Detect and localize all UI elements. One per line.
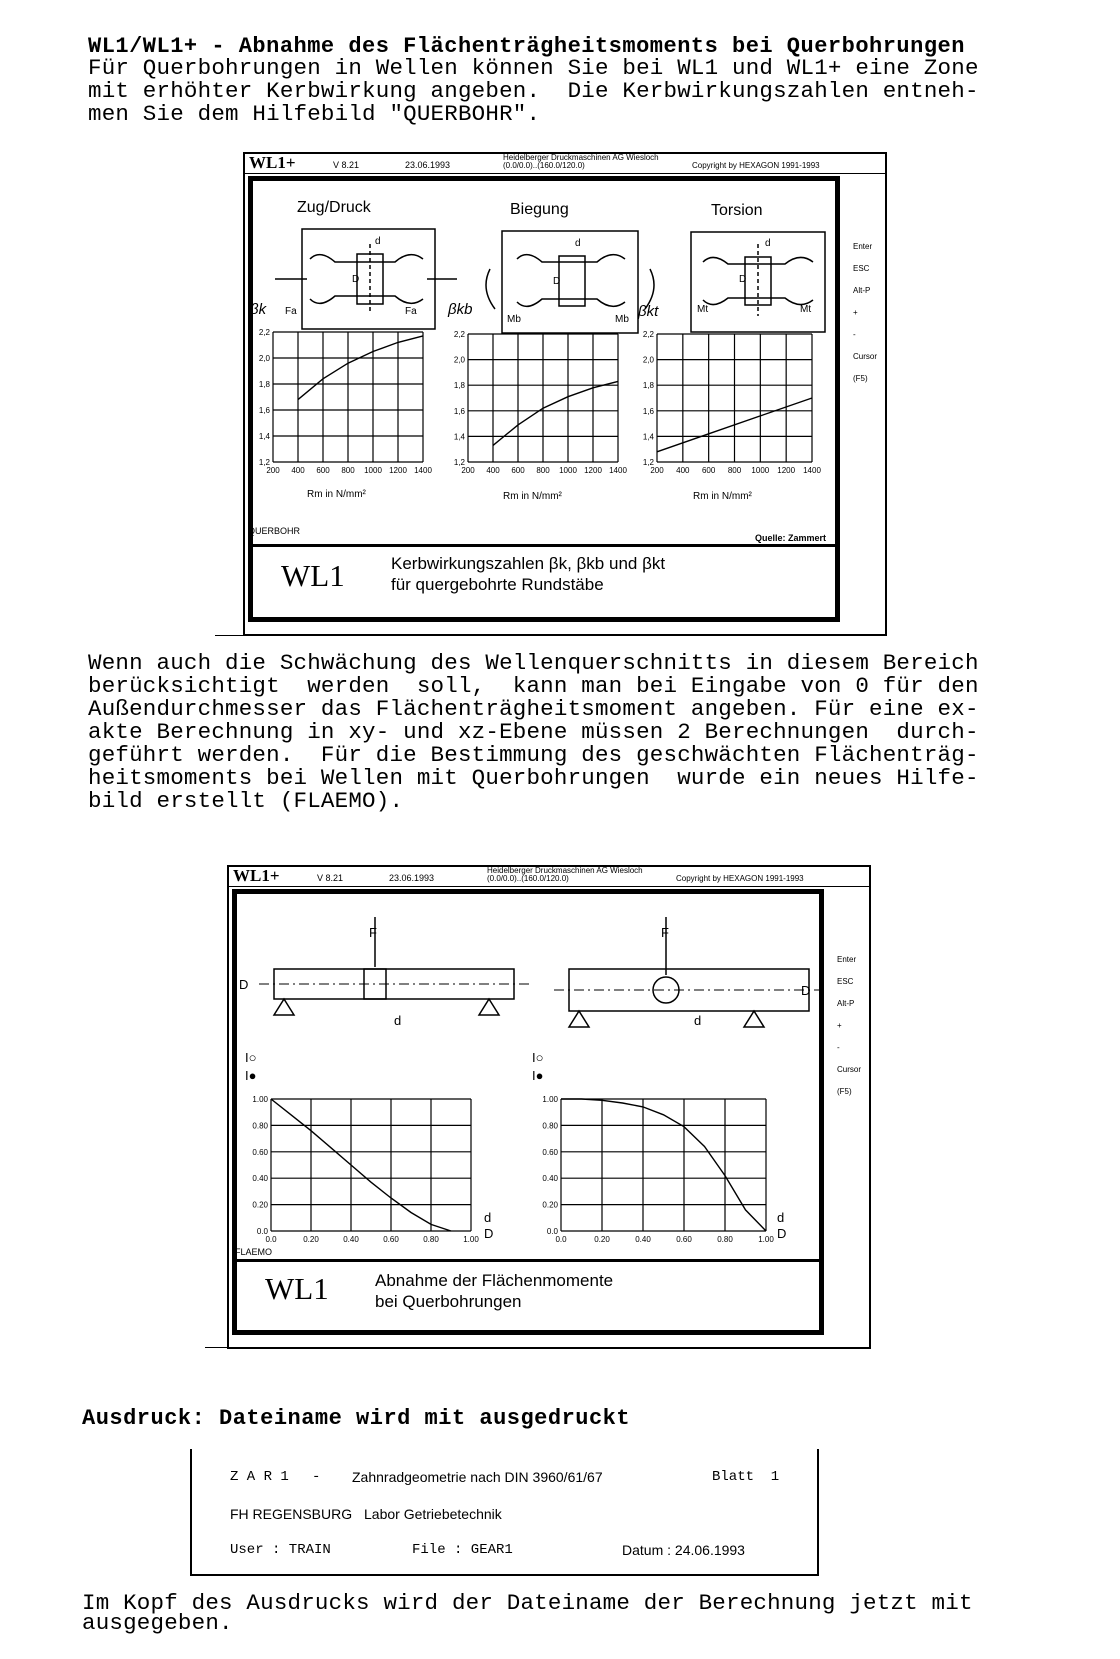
printout-sheet: Blatt 1 [712, 1469, 780, 1485]
printout-dash: - [312, 1469, 321, 1485]
flaemo1-chart-curve [271, 1099, 451, 1231]
dim-d-torsion: d [765, 238, 771, 249]
screen1-caption-line2: für quergebohrte Rundstäbe [391, 575, 604, 594]
divider-1a [215, 635, 495, 636]
torsion-chart-ytick: 1,6 [642, 406, 654, 416]
key-plus[interactable]: + [837, 1021, 842, 1030]
printout-title: Zahnradgeometrie nach DIN 3960/61/67 [352, 1469, 603, 1485]
key-enter[interactable]: Enter [853, 242, 873, 251]
biegung-chart-xtick: 1400 [609, 466, 627, 475]
ratio-den-1: D [484, 1226, 494, 1241]
flaemo1-chart-ytick: 0.60 [252, 1147, 268, 1157]
flaemo1-chart-xtick: 1.00 [463, 1235, 479, 1244]
yratio-num-1: I○ [245, 1050, 257, 1065]
chart-flaemo-1 [252, 1095, 479, 1244]
key-minus[interactable]: - [853, 330, 856, 339]
divider-2b [590, 1347, 855, 1348]
torsion-chart-xtick: 600 [701, 466, 716, 475]
zug-chart-ytick: 1,4 [258, 432, 270, 441]
flaemo1-chart-xtick: 0.40 [343, 1235, 359, 1244]
section2-line-1: Wenn auch die Schwächung des Wellenquerschnitts in diesem Bereich [88, 650, 979, 676]
key-esc[interactable]: ESC [853, 264, 870, 273]
flaemo2-chart-curve [561, 1099, 766, 1231]
zug-chart-ytick: 1,6 [258, 406, 270, 415]
xlabel-biegung: Rm in N/mm² [503, 491, 562, 502]
flaemo-screenshot [227, 865, 871, 1349]
dim-d-biegung: d [575, 238, 581, 249]
flaemo2-chart-ytick: 1.00 [542, 1095, 558, 1104]
screen1-range: (0.0/0.0)..(160.0/120.0) [503, 161, 585, 170]
key-altp[interactable]: Alt-P [837, 999, 855, 1008]
chart-zug-druck [259, 328, 433, 475]
dim-d-zug: d [375, 236, 381, 247]
flaemo1-chart-ytick: 0.40 [252, 1174, 268, 1184]
section2-line-6: heitsmoments bei Wellen mit Querbohrungen wurde ein neues Hilfe- [88, 765, 979, 791]
torsion-chart-xtick: 400 [676, 466, 690, 475]
flaemo2-chart-xtick: 1.00 [758, 1235, 774, 1244]
symbol-torsion: βkt [638, 303, 659, 320]
torsion-chart-xtick: 1400 [803, 466, 821, 475]
screen1-app-title: WL1+ [249, 153, 296, 172]
key-minus[interactable]: - [837, 1043, 840, 1052]
flaemo1-chart-ytick: 0.0 [256, 1227, 268, 1236]
zug-chart-xtick: 200 [266, 466, 280, 475]
ratio-num-1: d [484, 1210, 492, 1225]
screen2-date: 23.06.1993 [389, 873, 435, 883]
dim-d-1: d [394, 1013, 402, 1028]
torsion-chart-xtick: 1000 [751, 466, 770, 475]
screen2-footer-tag: FLAEMO [235, 1247, 273, 1257]
load-left-torsion: Mt [697, 304, 709, 315]
biegung-chart-ytick: 1,4 [453, 432, 465, 442]
flaemo1-chart-xtick: 0.20 [303, 1235, 319, 1244]
section1-line-2: mit erhöhter Kerbwirkung angeben. Die Kerbwirkungszahlen entneh- [88, 78, 979, 104]
flaemo1-chart-ytick: 1.00 [252, 1095, 268, 1104]
screen2-range: (0.0/0.0)..(160.0/120.0) [487, 874, 569, 883]
key-f5[interactable]: (F5) [853, 374, 868, 383]
load-right-torsion: Mt [800, 304, 812, 315]
section2-line-2: berücksichtigt werden soll, kann man bei Eingabe von 0 für den [88, 673, 979, 699]
xlabel-zug: Rm in N/mm² [307, 489, 366, 500]
key-altp[interactable]: Alt-P [853, 286, 871, 295]
biegung-chart-xtick: 200 [461, 466, 475, 475]
biegung-chart-ytick: 1,6 [453, 406, 465, 416]
printout-program: Z A R 1 [230, 1469, 289, 1485]
force-1: F [369, 925, 377, 940]
flaemo1-chart-xtick: 0.80 [423, 1235, 439, 1244]
torsion-chart-ytick: 1,4 [642, 432, 654, 442]
biegung-chart-ytick: 2,2 [453, 330, 465, 339]
ratio-num-2: d [777, 1210, 785, 1225]
chart-torsion [643, 330, 822, 475]
biegung-chart-xtick: 600 [511, 466, 525, 475]
key-plus[interactable]: + [853, 308, 858, 317]
load-right-biegung: Mb [615, 314, 629, 325]
load-left-biegung: Mb [507, 314, 521, 325]
ratio-den-2: D [777, 1226, 787, 1241]
section1-heading: WL1/WL1+ - Abnahme des Flächenträgheitsmoments bei Querbohrungen [88, 34, 965, 59]
divider-2a [205, 1347, 460, 1348]
printout-file: File : GEAR1 [412, 1542, 513, 1558]
section2-line-3: Außendurchmesser das Flächenträgheitsmoment angeben. Für eine ex- [88, 696, 979, 722]
key-enter[interactable]: Enter [837, 955, 857, 964]
panel-biegung-title: Biegung [510, 201, 569, 218]
dim-d-2: d [694, 1013, 702, 1028]
torsion-chart-xtick: 1200 [777, 466, 796, 475]
key-cursor[interactable]: Cursor [853, 352, 878, 361]
flaemo2-chart-xtick: 0.60 [676, 1235, 692, 1244]
flaemo1-chart-ytick: 0.80 [252, 1121, 268, 1131]
printout-lab: Labor Getriebetechnik [364, 1506, 502, 1522]
screen1-date: 23.06.1993 [405, 160, 451, 170]
symbol-biegung: βkb [448, 301, 473, 318]
screen2-copyright: Copyright by HEXAGON 1991-1993 [676, 874, 804, 883]
screen2-caption-line1: Abnahme der Flächenmomente [375, 1271, 614, 1290]
zug-chart-ytick: 1,8 [258, 380, 270, 389]
screen1-company: Heidelberger Druckmaschinen AG Wiesloch [503, 153, 659, 162]
zug-chart-xtick: 600 [316, 466, 330, 475]
biegung-chart-xtick: 1000 [559, 466, 577, 475]
printout-institution: FH REGENSBURG [230, 1506, 353, 1522]
section3-line-1: Im Kopf des Ausdrucks wird der Dateiname der Berechnung jetzt mit [82, 1590, 973, 1616]
screen2-version: V 8.21 [317, 873, 344, 883]
biegung-chart-ytick: 2,0 [453, 355, 465, 365]
flaemo1-chart-xtick: 0.60 [383, 1235, 399, 1244]
querbohr-screenshot [243, 152, 887, 636]
section1-line-3: men Sie dem Hilfebild "QUERBOHR". [88, 101, 541, 127]
screen2-caption-logo: WL1 [265, 1271, 329, 1306]
printout-header [190, 1449, 819, 1576]
printout-user: User : TRAIN [230, 1542, 331, 1558]
yratio-den-2: I● [532, 1068, 544, 1083]
chart-biegung [454, 330, 628, 475]
screen1-caption-line1: Kerbwirkungszahlen βk, βkb und βkt [391, 554, 666, 573]
flaemo2-chart-xtick: 0.40 [635, 1235, 651, 1244]
dim-D-biegung: D [553, 276, 561, 287]
biegung-chart-xtick: 1200 [584, 466, 602, 475]
key-cursor[interactable]: Cursor [837, 1065, 862, 1074]
biegung-chart-xtick: 400 [486, 466, 500, 475]
torsion-chart-xtick: 800 [727, 466, 742, 475]
zug-chart-xtick: 800 [341, 466, 355, 475]
zug-chart-ytick: 1,2 [258, 458, 270, 467]
biegung-chart-ytick: 1,8 [453, 381, 465, 391]
screen1-source: Quelle: Zammert [755, 533, 827, 543]
flaemo2-chart-xtick: 0.0 [555, 1235, 567, 1244]
zug-chart-xtick: 1200 [389, 466, 407, 475]
yratio-den-1: I● [245, 1068, 257, 1083]
panel-torsion-title: Torsion [711, 202, 763, 219]
xlabel-torsion: Rm in N/mm² [693, 491, 752, 502]
screen1-caption-logo: WL1 [281, 558, 345, 593]
section3-heading: Ausdruck: Dateiname wird mit ausgedruckt [82, 1406, 631, 1431]
zug-chart-ytick: 2,0 [258, 354, 270, 363]
chart-flaemo-2 [542, 1095, 774, 1244]
torsion-chart-xtick: 200 [650, 466, 664, 475]
torsion-chart-ytick: 1,2 [642, 458, 654, 467]
flaemo2-chart-ytick: 0.60 [542, 1147, 558, 1157]
torsion-chart-ytick: 1,8 [642, 381, 654, 391]
dim-D-zug: D [352, 274, 360, 285]
panel-zug-title: Zug/Druck [297, 199, 371, 216]
section3-line-2: ausgegeben. [82, 1610, 233, 1636]
printout-datum: Datum : 24.06.1993 [622, 1542, 745, 1558]
screen1-copyright: Copyright by HEXAGON 1991-1993 [692, 161, 820, 170]
screen2-company: Heidelberger Druckmaschinen AG Wiesloch [487, 866, 643, 875]
yratio-num-2: I○ [532, 1050, 544, 1065]
symbol-zug: βk [250, 301, 267, 318]
section2-line-4: akte Berechnung in xy- und xz-Ebene müssen 2 Berechnungen durch- [88, 719, 979, 745]
flaemo2-chart-ytick: 0.40 [542, 1174, 558, 1184]
dim-D-1: D [239, 977, 249, 992]
torsion-chart-ytick: 2,0 [642, 355, 654, 365]
biegung-chart-ytick: 1,2 [453, 458, 465, 467]
torsion-chart-ytick: 2,2 [642, 330, 654, 339]
flaemo1-chart-ytick: 0.20 [252, 1200, 268, 1210]
flaemo1-chart-xtick: 0.0 [265, 1235, 277, 1244]
load-left-zug: Fa [285, 306, 297, 317]
key-f5[interactable]: (F5) [837, 1087, 852, 1096]
flaemo2-chart-ytick: 0.0 [546, 1227, 558, 1236]
biegung-chart-xtick: 800 [536, 466, 550, 475]
flaemo2-chart-ytick: 0.80 [542, 1121, 558, 1131]
divider-1b [590, 635, 860, 636]
flaemo2-chart-ytick: 0.20 [542, 1200, 558, 1210]
load-right-zug: Fa [405, 306, 417, 317]
zug-chart-ytick: 2,2 [258, 328, 270, 337]
zug-chart-xtick: 1000 [364, 466, 382, 475]
key-esc[interactable]: ESC [837, 977, 854, 986]
flaemo2-chart-xtick: 0.80 [717, 1235, 733, 1244]
flaemo2-chart-xtick: 0.20 [594, 1235, 610, 1244]
force-2: F [661, 925, 669, 940]
section2-line-5: geführt werden. Für die Bestimmung des geschwächten Flächenträg- [88, 742, 979, 768]
dim-D-2: D [801, 983, 811, 998]
screen1-version: V 8.21 [333, 160, 360, 170]
screen2-app-title: WL1+ [233, 866, 280, 885]
zug-chart-xtick: 400 [291, 466, 305, 475]
zug-chart-curve [298, 336, 423, 400]
dim-D-torsion: D [739, 274, 747, 285]
zug-chart-xtick: 1400 [414, 466, 432, 475]
section2-line-7: bild erstellt (FLAEMO). [88, 788, 404, 814]
screen1-footer-tag: QUERBOHR [248, 526, 301, 536]
screen2-caption-line2: bei Querbohrungen [375, 1292, 522, 1311]
section1-line-1: Für Querbohrungen in Wellen können Sie bei WL1 und WL1+ eine Zone [88, 55, 979, 81]
